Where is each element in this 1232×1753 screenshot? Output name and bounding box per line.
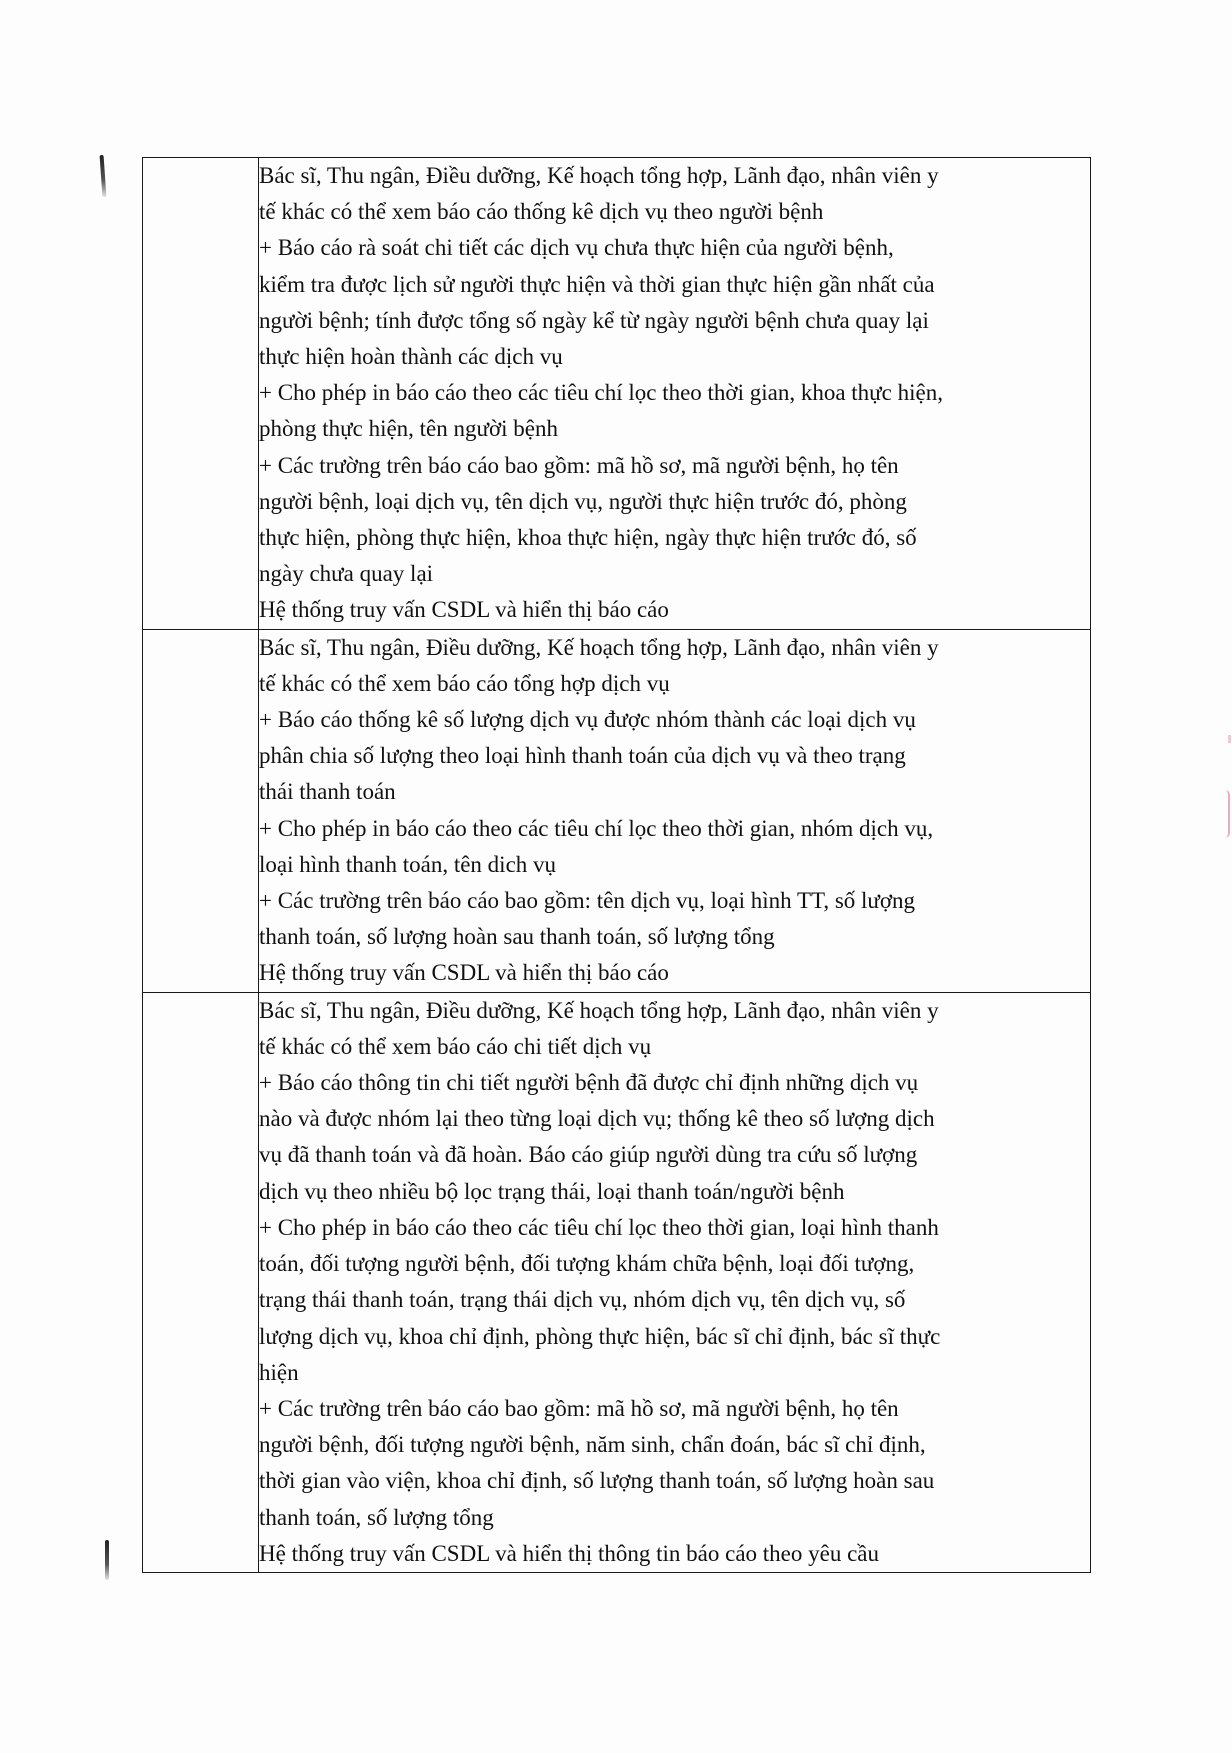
description-line: người bệnh, loại dịch vụ, tên dịch vụ, người thực hiện trước đó, phòng [259,488,907,514]
requirements-table [142,157,1091,1573]
description-line: người bệnh; tính được tổng số ngày kể từ ngày người bệnh chưa quay lại [259,307,929,333]
description-line: Bác sĩ, Thu ngân, Điều dưỡng, Kế hoạch tổng hợp, Lãnh đạo, nhân viên y [259,163,939,188]
description-line: kiểm tra được lịch sử người thực hiện và thời gian thực hiện gần nhất của [259,271,935,297]
description-line: + Báo cáo thống kê số lượng dịch vụ được nhóm thành các loại dịch vụ [259,707,916,733]
row-index-cell [143,158,259,630]
description-line: + Báo cáo rà soát chi tiết các dịch vụ chưa thực hiện của người bệnh, [259,235,894,261]
description-line: + Cho phép in báo cáo theo các tiêu chí lọc theo thời gian, khoa thực hiện, [259,380,943,406]
description-line: thanh toán, số lượng hoàn sau thanh toán, số lượng tổng [259,924,775,950]
description-line: nào và được nhóm lại theo từng loại dịch vụ; thống kê theo số lượng dịch [259,1106,935,1132]
scan-artifact-mark [105,1540,109,1580]
requirement-description-cell [259,629,1091,992]
description-line: toán, đối tượng người bệnh, đối tượng khám chữa bệnh, loại đối tượng, [259,1251,915,1277]
table-row [143,992,1091,1572]
description-line: người bệnh, đối tượng người bệnh, năm sinh, chẩn đoán, bác sĩ chỉ định, [259,1432,926,1458]
requirements-table-body [143,158,1091,1573]
description-line: thực hiện hoàn thành các dịch vụ [259,344,563,370]
description-line: thanh toán, số lượng tổng [259,1504,494,1530]
table-row [143,158,1091,630]
scan-artifact-mark [100,155,107,197]
description-line: phòng thực hiện, tên người bệnh [259,416,558,442]
description-line: tế khác có thể xem báo cáo chi tiết dịch vụ [259,1033,652,1059]
description-line: lượng dịch vụ, khoa chỉ định, phòng thực hiện, bác sĩ chỉ định, bác sĩ thực [259,1323,941,1349]
stamp-edge-mark [1225,790,1230,838]
description-line: Hệ thống truy vấn CSDL và hiển thị báo cáo [259,960,669,986]
description-line: hiện [259,1359,299,1385]
description-line: vụ đã thanh toán và đã hoàn. Báo cáo giúp người dùng tra cứu số lượng [259,1142,918,1168]
description-line: + Cho phép in báo cáo theo các tiêu chí lọc theo thời gian, loại hình thanh [259,1214,939,1240]
stamp-edge-mark [1228,735,1231,743]
description-line: + Cho phép in báo cáo theo các tiêu chí lọc theo thời gian, nhóm dịch vụ, [259,815,934,841]
requirement-description-cell [259,992,1091,1572]
description-line: thái thanh toán [259,779,396,805]
description-line: thực hiện, phòng thực hiện, khoa thực hiện, ngày thực hiện trước đó, số [259,525,917,551]
description-line: tế khác có thể xem báo cáo tổng hợp dịch vụ [259,670,670,696]
description-line: + Các trường trên báo cáo bao gồm: tên dịch vụ, loại hình TT, số lượng [259,888,916,914]
description-line: ngày chưa quay lại [259,561,434,587]
description-line: Bác sĩ, Thu ngân, Điều dưỡng, Kế hoạch tổng hợp, Lãnh đạo, nhân viên y [259,634,939,660]
description-line: + Các trường trên báo cáo bao gồm: mã hồ sơ, mã người bệnh, họ tên [259,452,899,478]
description-line: phân chia số lượng theo loại hình thanh toán của dịch vụ và theo trạng [259,743,906,769]
description-line: + Báo cáo thông tin chi tiết người bệnh đã được chỉ định những dịch vụ [259,1070,919,1096]
table-row [143,629,1091,992]
description-line: + Các trường trên báo cáo bao gồm: mã hồ sơ, mã người bệnh, họ tên [259,1395,899,1421]
description-line: Hệ thống truy vấn CSDL và hiển thị báo cáo [259,597,669,623]
description-line: dịch vụ theo nhiều bộ lọc trạng thái, loại thanh toán/người bệnh [259,1178,845,1204]
description-line: tế khác có thể xem báo cáo thống kê dịch vụ theo người bệnh [259,199,824,225]
description-line: thời gian vào viện, khoa chỉ định, số lượng thanh toán, số lượng hoàn sau [259,1468,935,1494]
requirement-description-cell [259,158,1091,630]
description-line: Bác sĩ, Thu ngân, Điều dưỡng, Kế hoạch tổng hợp, Lãnh đạo, nhân viên y [259,997,939,1023]
description-line: loại hình thanh toán, tên dich vụ [259,851,557,877]
row-index-cell [143,992,259,1572]
description-line: trạng thái thanh toán, trạng thái dịch vụ, nhóm dịch vụ, tên dịch vụ, số [259,1287,906,1313]
description-line: Hệ thống truy vấn CSDL và hiển thị thông tin báo cáo theo yêu cầu [259,1540,880,1566]
row-index-cell [143,629,259,992]
